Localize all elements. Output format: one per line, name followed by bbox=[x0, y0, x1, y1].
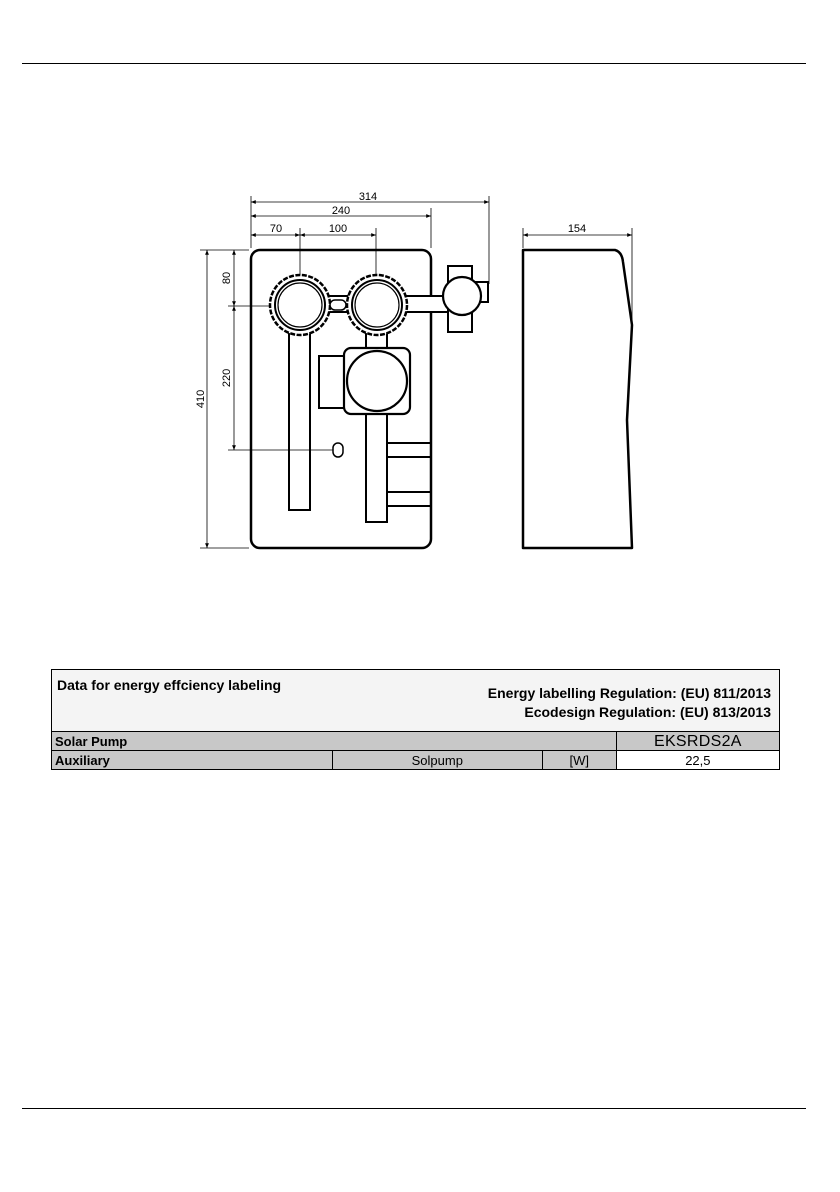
auxiliary-label-cell: Auxiliary bbox=[52, 751, 333, 770]
value-cell: 22,5 bbox=[616, 751, 779, 770]
dim-body-width: 240 bbox=[331, 205, 351, 217]
right-pipe bbox=[366, 412, 387, 522]
table-row bbox=[52, 751, 780, 770]
table-title: Data for energy effciency labeling bbox=[57, 677, 282, 693]
table-row bbox=[52, 732, 780, 751]
product-label-cell: Solar Pump bbox=[52, 732, 617, 751]
side-profile bbox=[523, 250, 632, 548]
product-model-cell: EKSRDS2A bbox=[616, 732, 779, 751]
front-view bbox=[200, 196, 489, 548]
dim-valve-spacing: 100 bbox=[328, 223, 348, 235]
dim-mid-height: 220 bbox=[221, 368, 233, 388]
left-gauge bbox=[270, 275, 330, 335]
dim-overall-width: 314 bbox=[358, 191, 378, 203]
pump-unit bbox=[319, 348, 410, 414]
side-view bbox=[523, 228, 632, 548]
table-header-row bbox=[52, 670, 780, 732]
unit-cell: [W] bbox=[542, 751, 616, 770]
energy-labelling-regulation: Energy labelling Regulation: (EU) 811/2013 bbox=[487, 685, 771, 701]
footer-rule bbox=[22, 1108, 806, 1109]
ecodesign-regulation: Ecodesign Regulation: (EU) 813/2013 bbox=[524, 704, 771, 720]
dim-top-offset: 80 bbox=[221, 271, 233, 285]
component-cell: Solpump bbox=[332, 751, 542, 770]
right-gauge bbox=[347, 275, 407, 335]
table-header-cell bbox=[52, 670, 780, 732]
left-pipe bbox=[289, 330, 310, 510]
dim-side-depth: 154 bbox=[567, 223, 587, 235]
energy-label-table bbox=[51, 669, 780, 770]
dim-left-offset: 70 bbox=[269, 223, 283, 235]
regulations bbox=[488, 684, 771, 722]
dim-overall-height: 410 bbox=[195, 389, 207, 409]
